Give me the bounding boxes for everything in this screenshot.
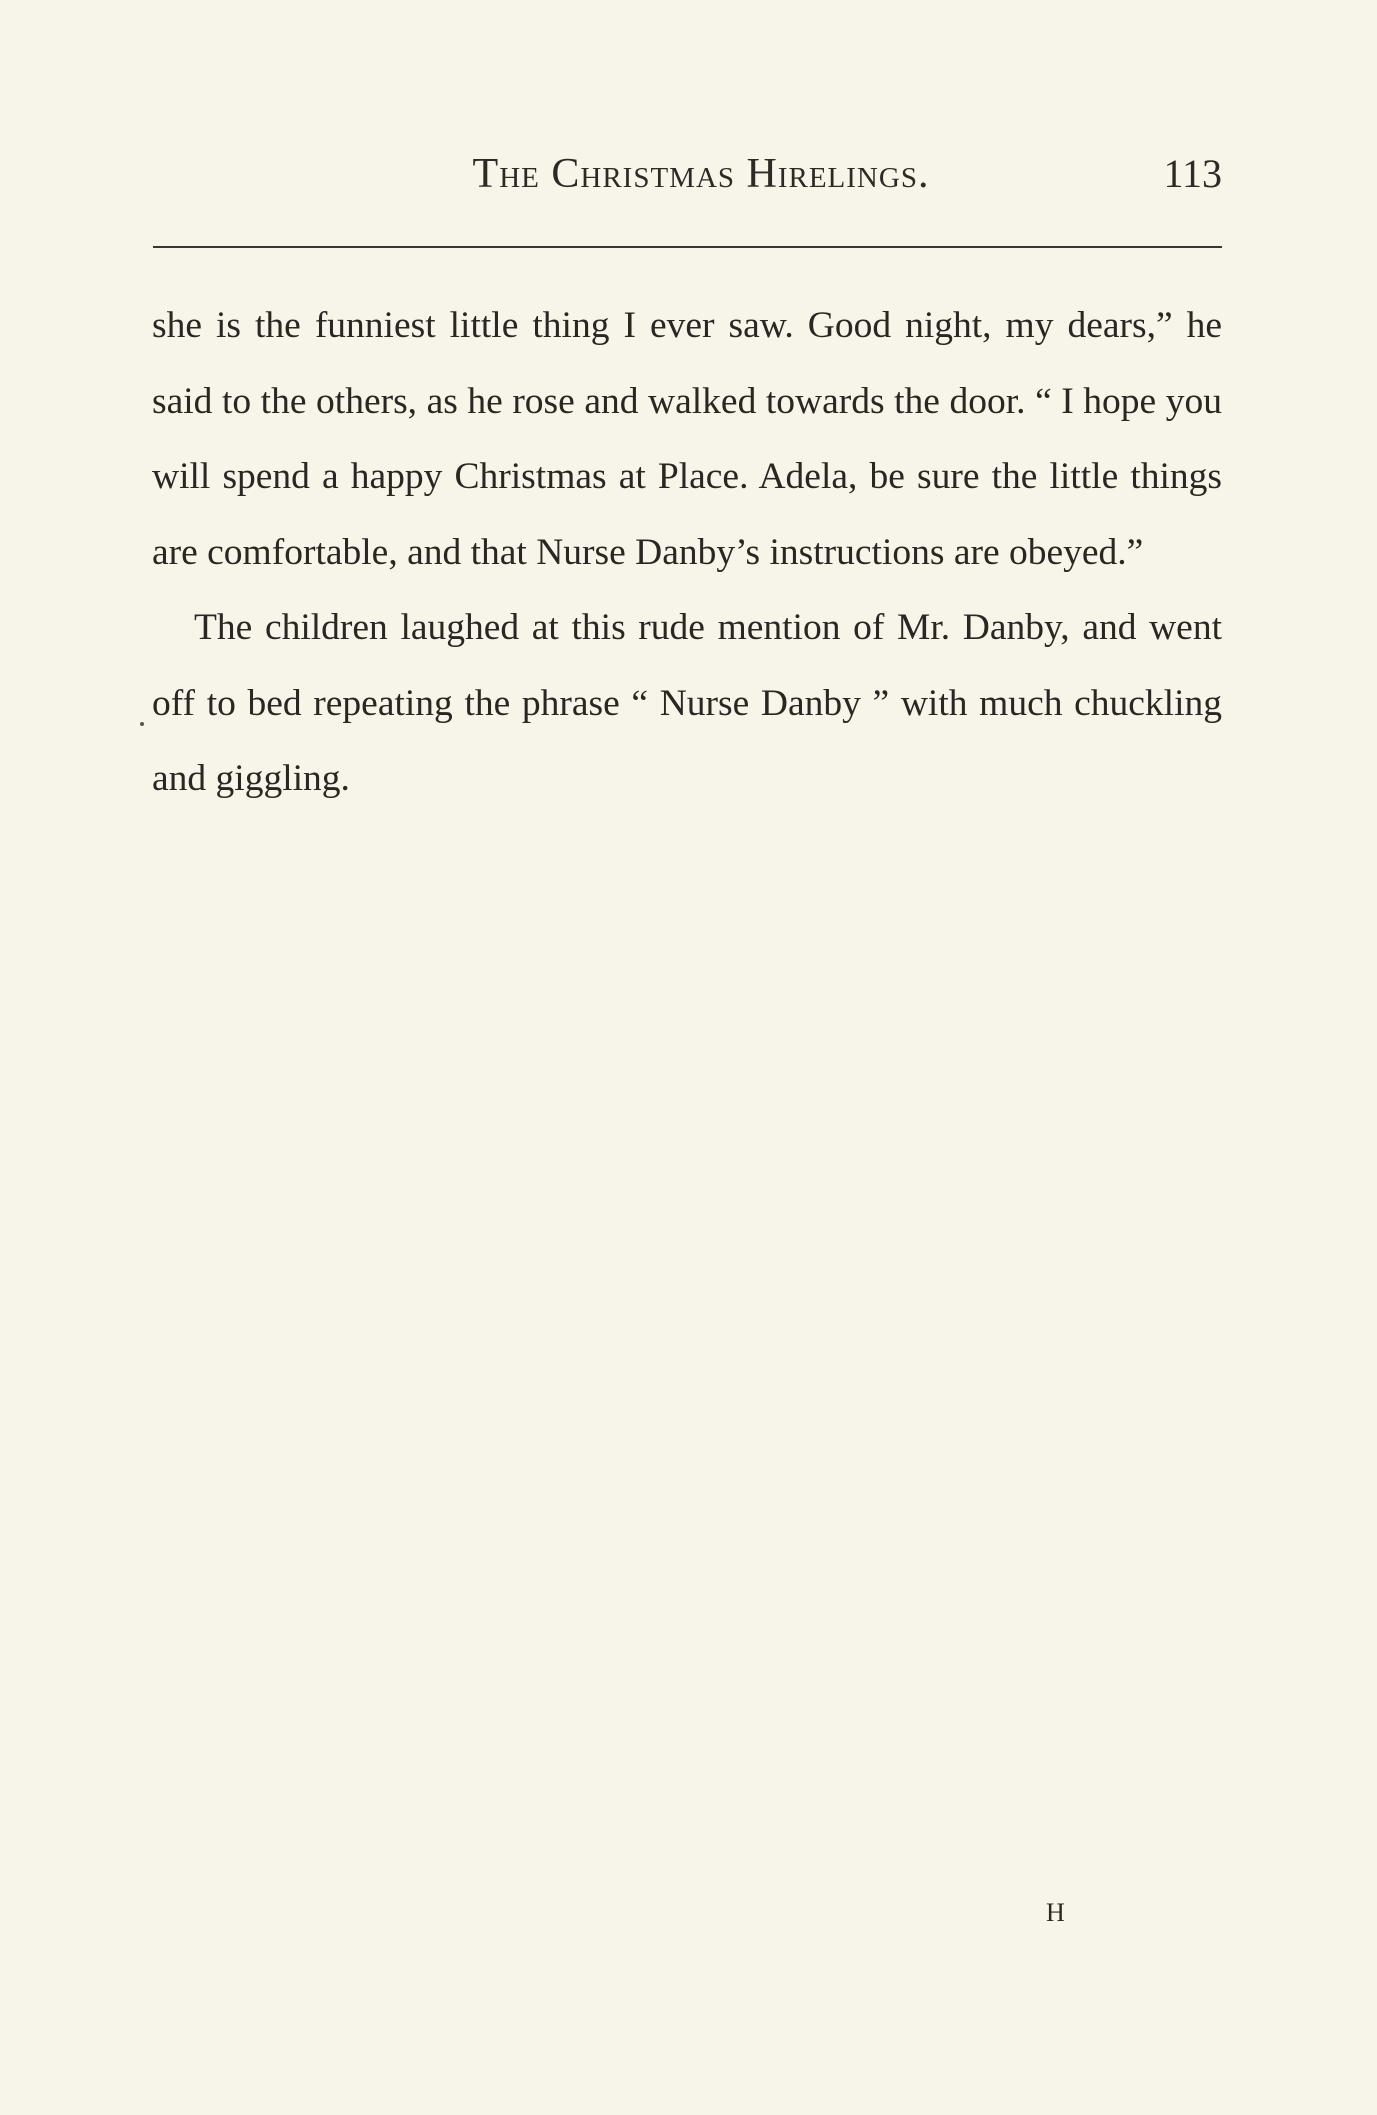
paper-speck	[140, 722, 144, 726]
book-title: The Christmas Hirelings.	[472, 151, 930, 197]
running-head	[150, 150, 1222, 210]
header-rule	[153, 246, 1222, 248]
paragraph: The children laughed at this rude mention of Mr. Danby, and went off to bed repeating the phrase “ Nurse Danby ” with much chuckling and giggling.	[152, 607, 1222, 799]
body-text	[152, 288, 1222, 817]
signature-mark: H	[1046, 1898, 1065, 1927]
paragraph-continued: she is the funniest little thing I ever saw. Good night, my dears,” he said to the others, as he rose and walked towards the door. “ I hope you will spend a happy Christmas at Place. Adela, be sure the little things are comfortable, and that Nurse Danby’s instructions are obeyed.”	[152, 305, 1222, 573]
page-number: 113	[1163, 151, 1222, 196]
